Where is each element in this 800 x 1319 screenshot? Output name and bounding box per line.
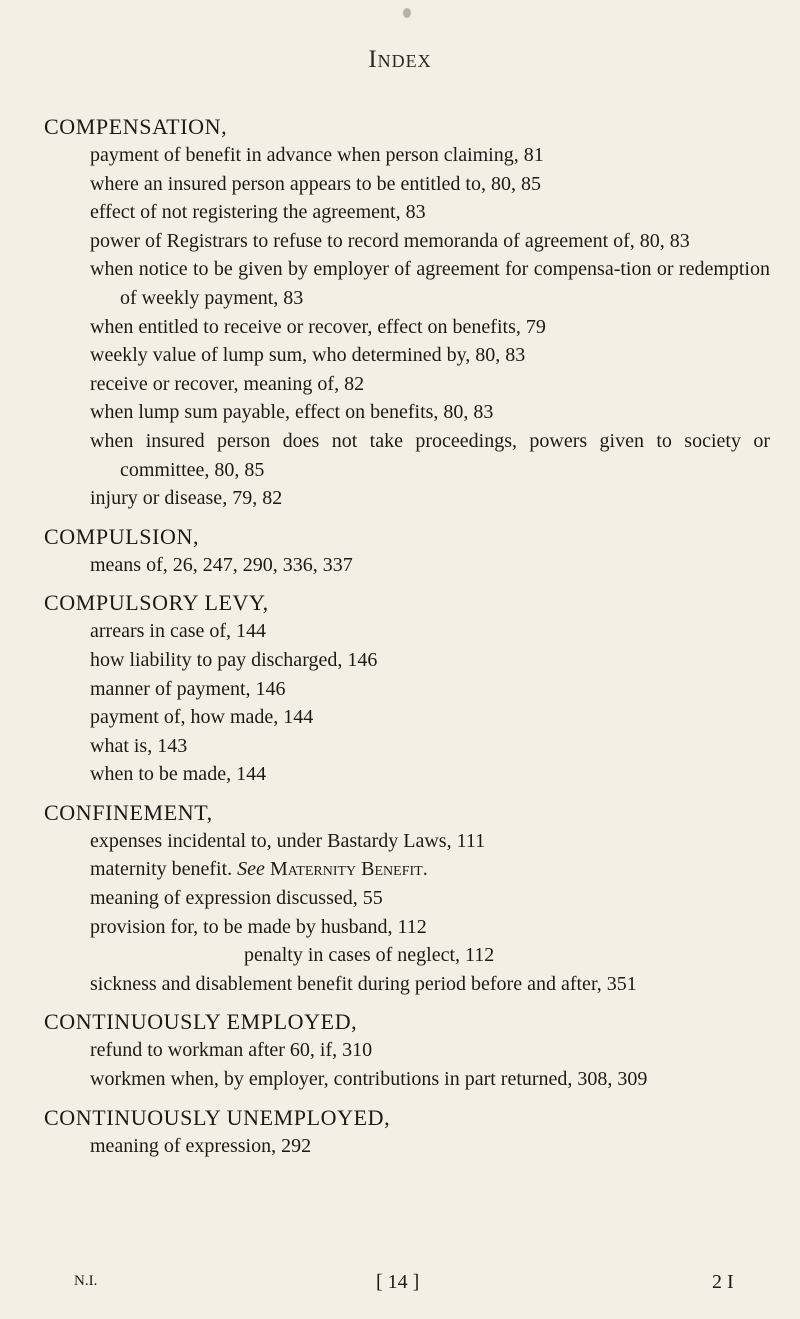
index-entry [44, 1007, 770, 1093]
entry-heading: CONTINUOUSLY UNEMPLOYED, [44, 1104, 391, 1130]
sub-entry: payment of, how made, 144 [90, 706, 314, 729]
sub-entry: provision for, to be made by husband, 112 [90, 915, 427, 938]
index-entry [44, 112, 770, 513]
entry-heading: COMPULSION, [44, 523, 200, 549]
index-entry [44, 1103, 770, 1161]
sub-entry: arrears in case of, 144 [90, 620, 267, 643]
sub-entry: meaning of expression, 292 [90, 1134, 312, 1157]
sub-entry: effect of not registering the agreement, 83 [90, 201, 426, 224]
sub-entry: payment of benefit in advance when person claiming, 81 [90, 144, 544, 166]
sub-entry: refund to workman after 60, if, 310 [90, 1039, 373, 1062]
signature-mark-right: 2 I [712, 1271, 734, 1293]
sub-entry: receive or recover, meaning of, 82 [90, 372, 365, 395]
sub-entry: weekly value of lump sum, who determined by, 80, 83 [90, 344, 526, 367]
sub-entry: when to be made, 144 [90, 763, 267, 786]
page-number: [ 14 ] [376, 1271, 420, 1293]
sub-entry: how liability to pay discharged, 146 [90, 648, 378, 671]
index-entry [44, 798, 770, 999]
sub-entry: power of Registrars to refuse to record memoranda of agreement of, 80, 83 [90, 229, 690, 252]
sub-entry: sickness and disablement benefit during period before and after, 351 [90, 972, 637, 995]
sub-entry: manner of payment, 146 [90, 677, 286, 700]
signature-mark-left: N.I. [74, 1273, 98, 1289]
index-entry [44, 522, 770, 580]
sub-entry: when notice to be given by employer of agreement for compensa-tion or redemption of weekly payment, 83 [90, 258, 770, 309]
see-label: See [237, 858, 265, 881]
index-entries [44, 112, 770, 1169]
sub-sub-entry: penalty in cases of neglect, 112 [244, 944, 495, 967]
entry-heading: COMPENSATION, [44, 114, 228, 139]
sub-entry-cross-reference [44, 855, 770, 884]
sub-entry: means of, 26, 247, 290, 336, 337 [90, 553, 353, 576]
entry-heading: COMPULSORY LEVY, [44, 590, 269, 616]
cross-ref-text: maternity benefit. [90, 858, 233, 881]
sub-entry: expenses incidental to, under Bastardy Laws, 111 [90, 829, 486, 852]
entry-heading: CONTINUOUSLY EMPLOYED, [44, 1009, 358, 1035]
sub-entry: workmen when, by employer, contributions in part returned, 308, 309 [90, 1068, 648, 1091]
sub-entry: when lump sum payable, effect on benefits, 80, 83 [90, 401, 494, 424]
cross-ref-target[interactable]: Maternity Benefit. [269, 858, 428, 881]
sub-entry: when insured person does not take proceedings, powers given to society or committee, 80, 85 [90, 429, 770, 481]
page-footer [0, 1271, 800, 1301]
ink-spot [403, 8, 411, 18]
entry-heading: CONFINEMENT, [44, 799, 213, 825]
index-entry [44, 588, 770, 789]
running-head: Index [368, 46, 432, 73]
sub-entry: injury or disease, 79, 82 [90, 487, 283, 510]
sub-entry: where an insured person appears to be entitled to, 80, 85 [90, 172, 541, 195]
sub-entry: what is, 143 [90, 734, 188, 757]
sub-entry: meaning of expression discussed, 55 [90, 887, 383, 910]
sub-entry: when entitled to receive or recover, effect on benefits, 79 [90, 315, 546, 338]
